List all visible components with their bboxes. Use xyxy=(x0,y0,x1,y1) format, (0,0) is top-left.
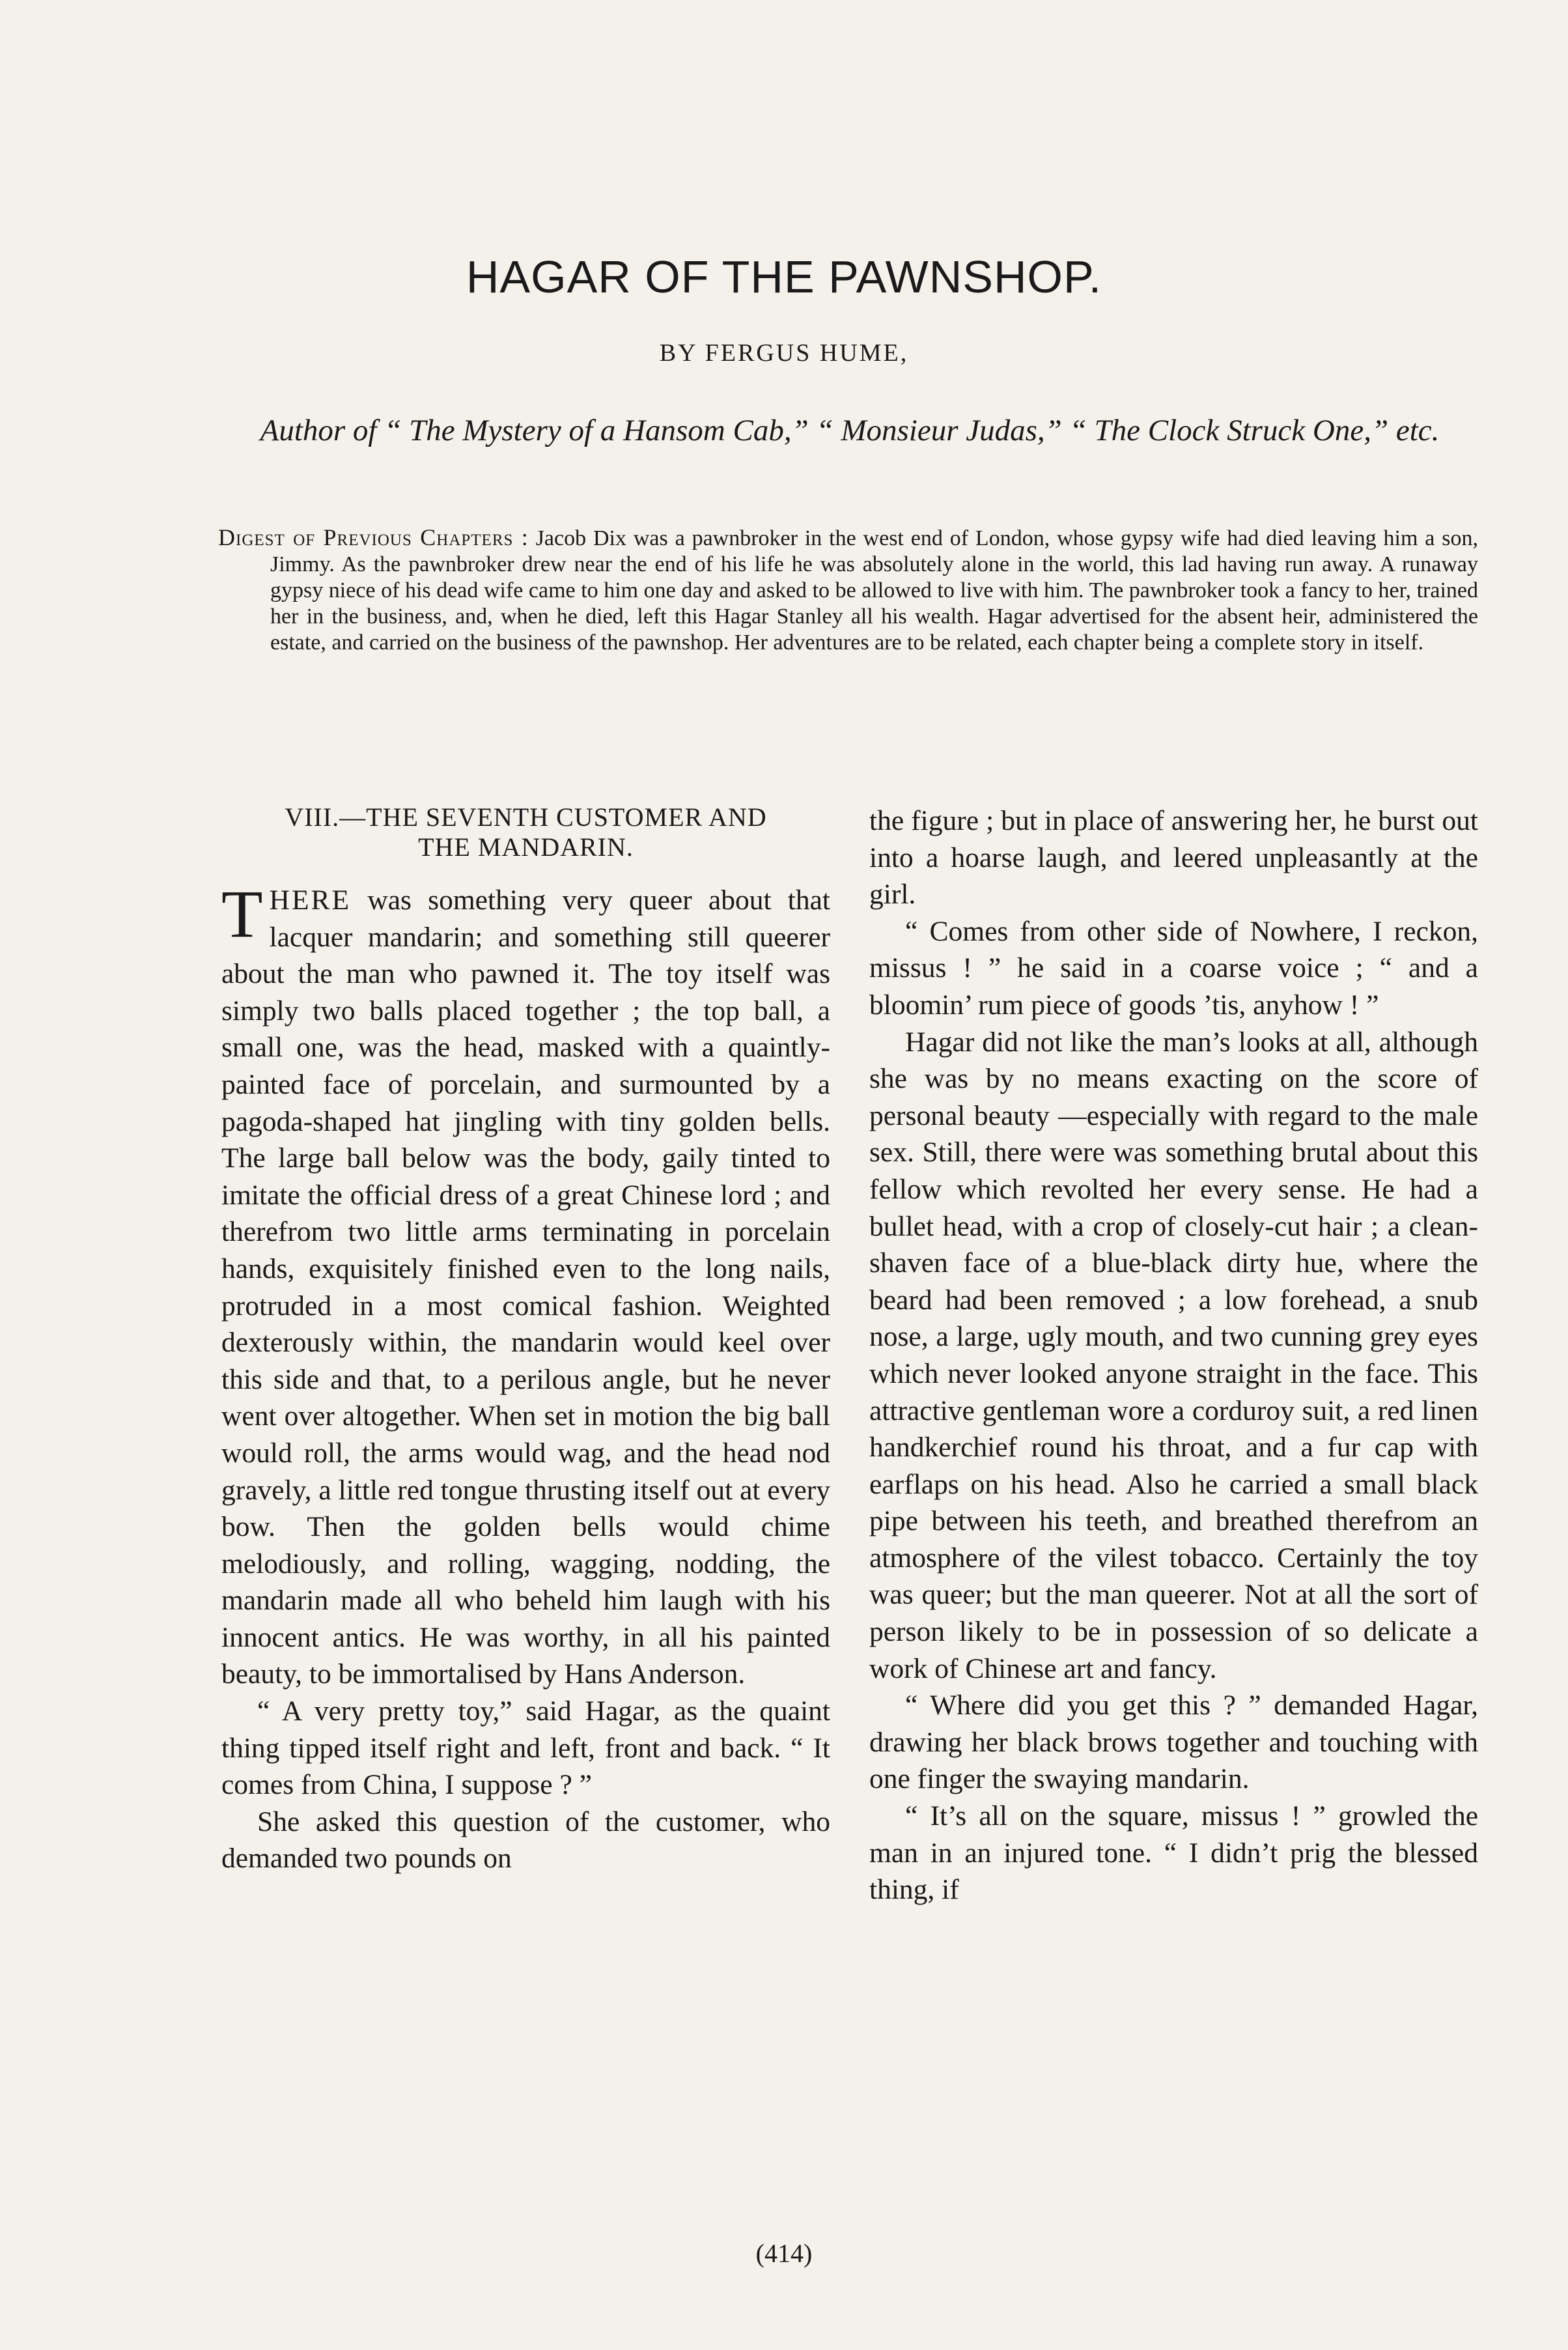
digest-of-previous-chapters xyxy=(218,524,1478,656)
chapter-heading-line-1: VIII.—THE SEVENTH CUSTOMER AND xyxy=(285,802,767,832)
paragraph: She asked this question of the customer, who demanded two pounds on xyxy=(221,1805,830,1875)
paragraph: “ Comes from other side of Nowhere, I reckon, missus ! ” he said in a coarse voice ; “ and a bloomin’ rum piece of goods ’tis, anyhow ! ” xyxy=(869,915,1478,1021)
page-number: (414) xyxy=(755,2239,813,2268)
paragraph: the figure ; but in place of answering her, he burst out into a hoarse laugh, and leered unpleasantly at the girl. xyxy=(869,805,1478,911)
digest-paragraph xyxy=(218,524,1478,656)
paragraph: “ Where did you get this ? ” demanded Hagar, drawing her black brows together and touching with one finger the swaying mandarin. xyxy=(869,1690,1478,1795)
drop-cap: T xyxy=(221,877,263,952)
digest-heading: Digest of Previous Chapters : xyxy=(218,524,529,550)
right-column xyxy=(869,802,1478,1908)
first-word: HERE xyxy=(269,885,352,916)
page-title: HAGAR OF THE PAWNSHOP. xyxy=(466,251,1102,302)
paragraph: “ It’s all on the square, missus ! ” growled the man in an injured tone. “ I didn’t prig the blessed thing, if xyxy=(869,1800,1478,1906)
chapter-heading-line-2: THE MANDARIN. xyxy=(418,832,634,862)
paragraph: Hagar did not like the man’s looks at all, although she was by no means exacting on the score of personal beauty —especially with regard to the male sex. Still, there were was something brutal about this fellow which revolted her every sense. He had a bullet head, with a crop of closely-cut hair ; a clean-shaven face of a blue-black dirty hue, where the beard had been removed ; a low forehead, a snub nose, a large, ugly mouth, and two cunning grey eyes which never looked anyone straight in the face. This attractive gentleman wore a corduroy suit, a red linen handkerchief round his throat, and a fur cap with earflaps on his head. Also he carried a small black pipe between his teeth, and breathed therefrom an atmosphere of the vilest tobacco. Certainly the toy was queer; but the man queerer. Not at all the sort of person likely to be in possession of so delicate a work of Chinese art and fancy. xyxy=(869,1026,1478,1684)
paragraph: “ A very pretty toy,” said Hagar, as the quaint thing tipped itself right and left, front and back. “ It comes from China, I suppose ? ” xyxy=(221,1695,830,1801)
opening-paragraph xyxy=(221,877,830,1693)
left-column xyxy=(221,802,830,1877)
chapter-heading xyxy=(221,802,830,862)
author-credits: Author of “ The Mystery of a Hansom Cab,” “ Monsieur Judas,” “ The Clock Struck One,” etc. xyxy=(260,414,1440,447)
byline: BY FERGUS HUME, xyxy=(659,339,909,367)
paragraph-text: was something very queer about that lacquer mandarin; and something still queerer about the man who pawned it. The toy itself was simply two balls placed together ; the top ball, a small one, was the head, masked with a quaintly-painted face of porcelain, and surmounted by a pagoda-shaped hat jingling with tiny golden bells. The large ball below was the body, gaily tinted to imitate the official dress of a great Chinese lord ; and therefrom two little arms terminating in porcelain hands, exquisitely finished even to the long nails, protruded in a most comical fashion. Weighted dexterously within, the mandarin would keel over this side and that, to a perilous angle, but he never went over altogether. When set in motion the big ball would roll, the arms would wag, and the head nod gravely, a little red tongue thrusting itself out at every bow. Then the golden bells would chime melodiously, and rolling, wagging, nodding, the mandarin made all who beheld him laugh with his innocent antics. He was worthy, in all his painted beauty, to be immortalised by Hans Anderson. xyxy=(221,885,830,1690)
digest-text: Jacob Dix was a pawnbroker in the west end of London, whose gypsy wife had died leaving him a son, Jimmy. As the pawnbroker drew near the end of his life he was absolutely alone in the world, this lad having run away. A runaway gypsy niece of his dead wife came to him one day and asked to be allowed to live with him. The pawnbroker took a fancy to her, trained her in the business, and, when he died, left this Hagar Stanley all his wealth. Hagar advertised for the absent heir, administered the estate, and carried on the business of the pawnshop. Her adventures are to be related, each chapter being a complete story in itself. xyxy=(270,526,1479,655)
